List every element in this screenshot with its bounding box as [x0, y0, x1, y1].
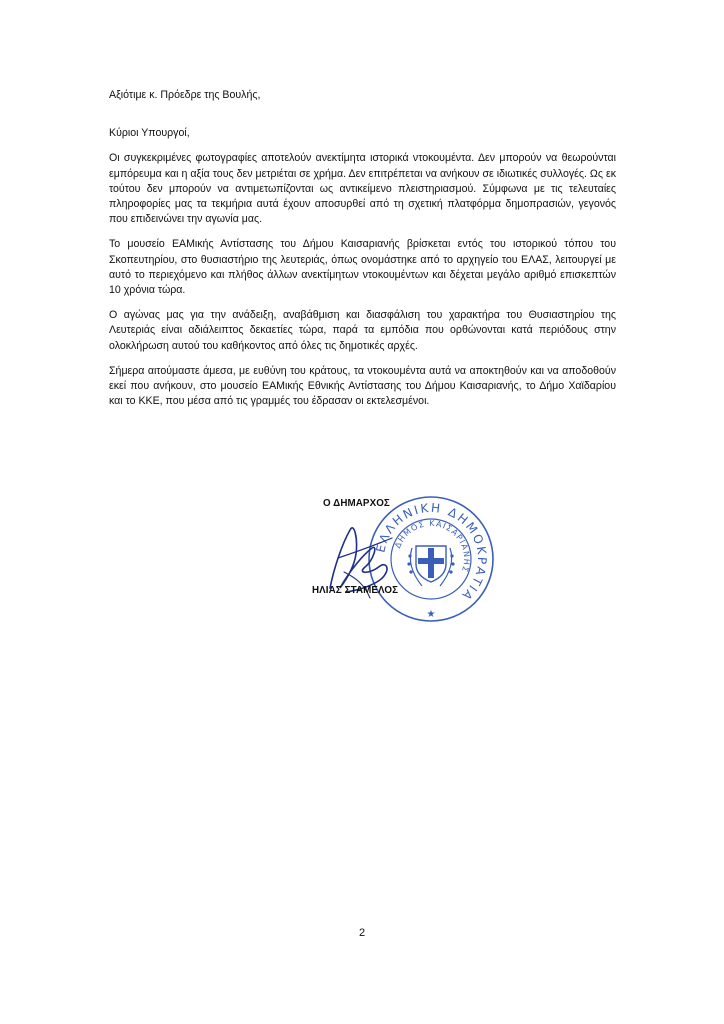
- stamp-outer-text: ΕΛΛΗΝΙΚΗ ΔΗΜΟΚΡΑΤΙΑ: [373, 500, 490, 604]
- stamp-inner-text: ΔΗΜΟΣ ΚΑΙΣΑΡΙΑΝΗΣ: [393, 518, 472, 574]
- letter-body: [109, 88, 616, 419]
- paragraph-3: Ο αγώνας μας για την ανάδειξη, αναβάθμιση και διασφάλιση του χαρακτήρα του Θυσιαστηρίου της Λευτεριάς είναι αδιάλειπτος δεκαετίες τώρα, παρά τα εμπόδια που ορθώνονται κατά περιόδους στην ολοκλήρωση αυτού του καθήκοντος από όλες τις δημοτικές αρχές.: [109, 309, 616, 352]
- greeting: Κύριοι Υπουργοί,: [109, 127, 190, 140]
- paragraph-1: Οι συγκεκριμένες φωτογραφίες αποτελούν ανεκτίμητα ιστορικά ντοκουμέντα. Δεν μπορούν να θεωρούνται εμπόρευμα και η αξία τους δεν μετριέται σε χρήμα. Δεν επιτρέπεται να ανήκουν σε ιδιωτικές συλλογές. Ως εκ τούτου δεν μπορούν να αντιμετωπίζονται ως αντικείμενο πλειστηριασμού. Σύμφωνα με τις τελευταίες πληροφορίες μας τα τεκμήρια αυτά έχουν αποσυρθεί από τη σχετική πλατφόρμα δημοπρασιών, γεγονός που επιδεινώνει την αγωνία μας.: [109, 152, 616, 226]
- coat-of-arms-icon: [407, 546, 454, 586]
- star-icon: ★: [426, 609, 436, 620]
- signatory-title: Ο ΔΗΜΑΡΧΟΣ: [323, 498, 390, 509]
- paragraph-2: Το μουσείο ΕΑΜικής Αντίστασης του Δήμου Καισαριανής βρίσκεται εντός του ιστορικού τόπου του Σκοπευτηρίου, στο θυσιαστήριο της λευτεριάς, όπως ονομάστηκε από το αρχηγείο του ΕΛΑΣ, λειτουργεί με αυτό το περιεχόμενο και πλήθος άλλων ανεκτίμητων ντοκουμέντων και δέχεται μεγάλο αριθμό επισκεπτών 10 χρόνια τώρα.: [109, 238, 616, 297]
- signatory-name: ΗΛΙΑΣ ΣΤΑΜΕΛΟΣ: [312, 585, 399, 596]
- paragraph-4: Σήμερα αιτούμαστε άμεσα, με ευθύνη του κράτους, τα ντοκουμέντα αυτά να αποκτηθούν και να αποδοθούν εκεί που ανήκουν, στο μουσείο ΕΑΜικής Εθνικής Αντίστασης του Δήμου Καισαριανής, το Δήμο Χαϊδαρίου και το ΚΚΕ, που μέσα από τις γραμμές του έδρασαν οι εκτελεσμένοι.: [109, 364, 616, 408]
- signature-block: [300, 488, 500, 638]
- salutation: Αξιότιμε κ. Πρόεδρε της Βουλής,: [109, 89, 261, 101]
- page-number: 2: [358, 927, 366, 939]
